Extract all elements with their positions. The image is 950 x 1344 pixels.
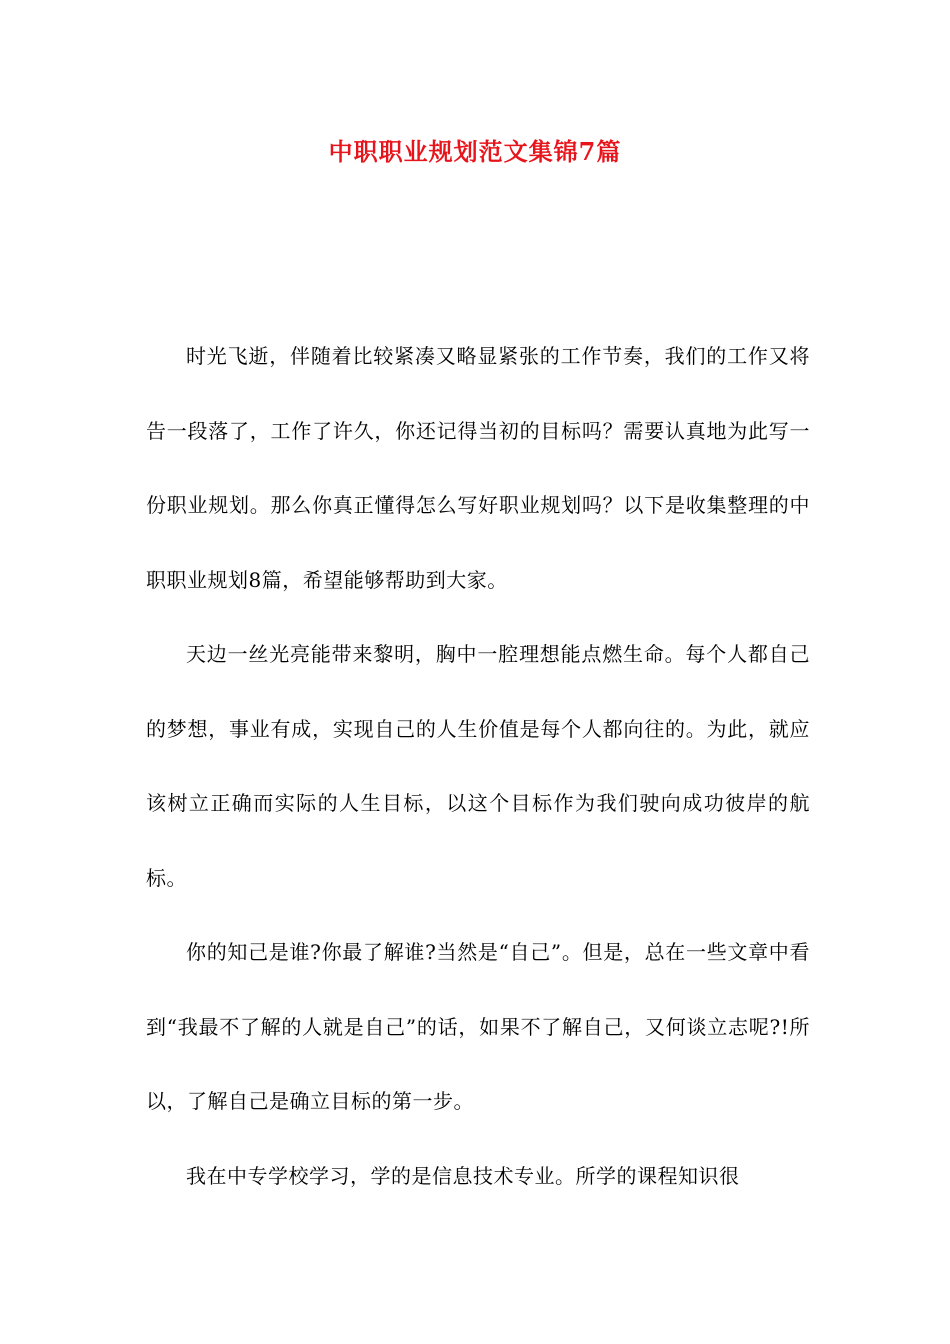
document-title: 中职职业规划范文集锦7篇 bbox=[328, 137, 622, 166]
paragraph-1: 时光飞逝，伴随着比较紧凑又略显紧张的工作节奏，我们的工作又将告一段落了，工作了许久，你还记得当初的目标吗？需要认真地为此写一份职业规划。那么你真正懂得怎么写好职业规划吗？以下是收集整理的中职职业规划8篇，希望能够帮助到大家。 bbox=[146, 344, 810, 592]
paragraph-2: 天边一丝光亮能带来黎明，胸中一腔理想能点燃生命。每个人都自己的梦想，事业有成，实现自己的人生价值是每个人都向往的。为此，就应该树立正确而实际的人生目标，以这个目标作为我们驶向成功彼岸的航标。 bbox=[146, 642, 810, 890]
paragraph-4: 我在中专学校学习，学的是信息技术专业。所学的课程知识很 bbox=[186, 1163, 740, 1188]
paragraph-3: 你的知己是谁?你最了解谁?当然是“自己”。但是，总在一些文章中看到“我最不了解的人就是自己”的话，如果不了解自己，又何谈立志呢?!所以，了解自己是确立目标的第一步。 bbox=[146, 940, 810, 1113]
document-body bbox=[146, 319, 810, 1213]
